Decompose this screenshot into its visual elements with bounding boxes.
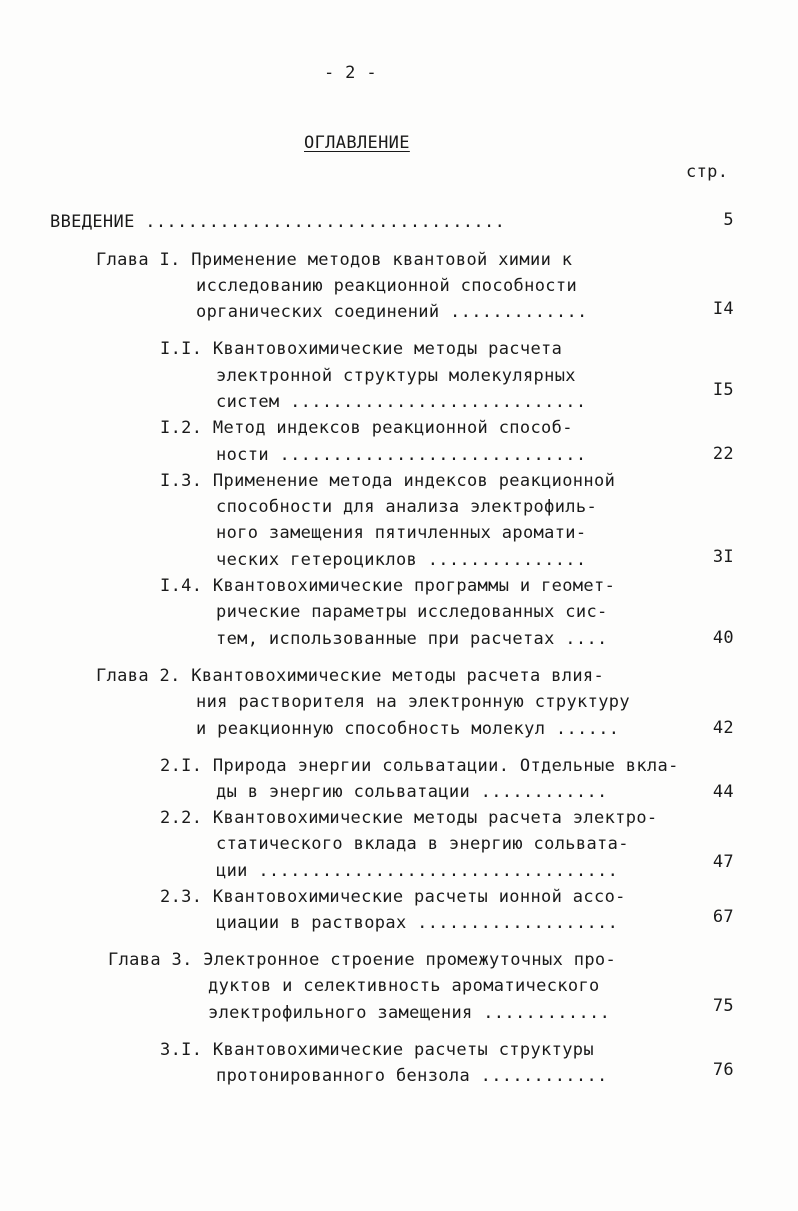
toc-section-3-1-line-1: 3.I. Квантовохимические расчеты структуры	[160, 1040, 594, 1060]
toc-section-2-2-page: 47	[712, 852, 734, 872]
toc-section-1-1-page: I5	[712, 380, 734, 400]
toc-chapter-3-line-1: Глава 3. Электронное строение промежуточных про-	[108, 950, 617, 970]
toc-section-1-1-line-3: систем ............................	[216, 392, 587, 412]
toc-section-2-1-line-1: 2.I. Природа энергии сольватации. Отдельные вкла-	[160, 756, 679, 776]
toc-section-2-3-line-2: циации в растворах ...................	[216, 913, 619, 933]
toc-section-2-1-page: 44	[712, 782, 734, 802]
toc-chapter-2-line-1: Глава 2. Квантовохимические методы расчета влия-	[96, 666, 605, 686]
toc-chapter-3-line-3: электрофильного замещения ............	[208, 1003, 611, 1023]
toc-section-1-3-line-1: I.3. Применение метода индексов реакционной	[160, 471, 616, 491]
toc-title: ОГЛАВЛЕНИЕ	[304, 133, 410, 153]
toc-section-1-2-page: 22	[712, 444, 734, 464]
toc-section-1-4-line-3: тем, использованные при расчетах ....	[216, 629, 608, 649]
toc-chapter-3-page: 75	[712, 996, 734, 1016]
toc-section-3-1-page: 76	[712, 1060, 734, 1080]
toc-chapter-1-line-3: органических соединений .............	[196, 302, 588, 322]
toc-chapter-1-line-1: Глава I. Применение методов квантовой химии к	[96, 250, 573, 270]
toc-chapter-1-line-2: исследованию реакционной способности	[196, 276, 578, 296]
toc-intro-line: ВВЕДЕНИЕ ..................................	[50, 212, 506, 232]
toc-chapter-2-page: 42	[712, 718, 734, 738]
toc-section-3-1-line-2: протонированного бензола ............	[216, 1066, 608, 1086]
toc-section-1-4-line-2: рические параметры исследованных сис-	[216, 602, 608, 622]
toc-section-1-2-line-2: ности .............................	[216, 445, 587, 465]
toc-section-2-2-line-1: 2.2. Квантовохимические методы расчета электро-	[160, 808, 658, 828]
toc-section-2-2-line-2: статического вклада в энергию сольвата-	[216, 834, 629, 854]
toc-section-1-3-line-3: ного замещения пятичленных аромати-	[216, 523, 587, 543]
page-number: - 2 -	[324, 63, 377, 83]
toc-section-1-3-line-2: способности для анализа электрофиль-	[216, 497, 598, 517]
toc-section-1-4-page: 40	[712, 628, 734, 648]
toc-section-1-1-line-2: электронной структуры молекулярных	[216, 366, 576, 386]
toc-section-1-2-line-1: I.2. Метод индексов реакционной способ-	[160, 418, 573, 438]
toc-section-2-2-line-3: ции ..................................	[216, 861, 619, 881]
toc-section-2-3-page: 67	[712, 907, 734, 927]
toc-section-1-4-line-1: I.4. Квантовохимические программы и геомет-	[160, 576, 616, 596]
toc-chapter-2-line-2: ния растворителя на электронную структуру	[196, 692, 630, 712]
toc-section-1-1-line-1: I.I. Квантовохимические методы расчета	[160, 339, 563, 359]
toc-section-2-1-line-2: ды в энергию сольватации ............	[216, 782, 608, 802]
toc-intro-page: 5	[723, 210, 734, 230]
page-column-label: стр.	[686, 162, 729, 182]
toc-section-1-3-line-4: ческих гетероциклов ...............	[216, 550, 587, 570]
toc-chapter-2-line-3: и реакционную способность молекул ......	[196, 719, 620, 739]
toc-chapter-3-line-2: дуктов и селективность ароматического	[208, 976, 600, 996]
toc-section-1-3-page: 3I	[712, 547, 734, 567]
toc-section-2-3-line-1: 2.3. Квантовохимические расчеты ионной ассо-	[160, 887, 626, 907]
toc-chapter-1-page: I4	[712, 299, 734, 319]
